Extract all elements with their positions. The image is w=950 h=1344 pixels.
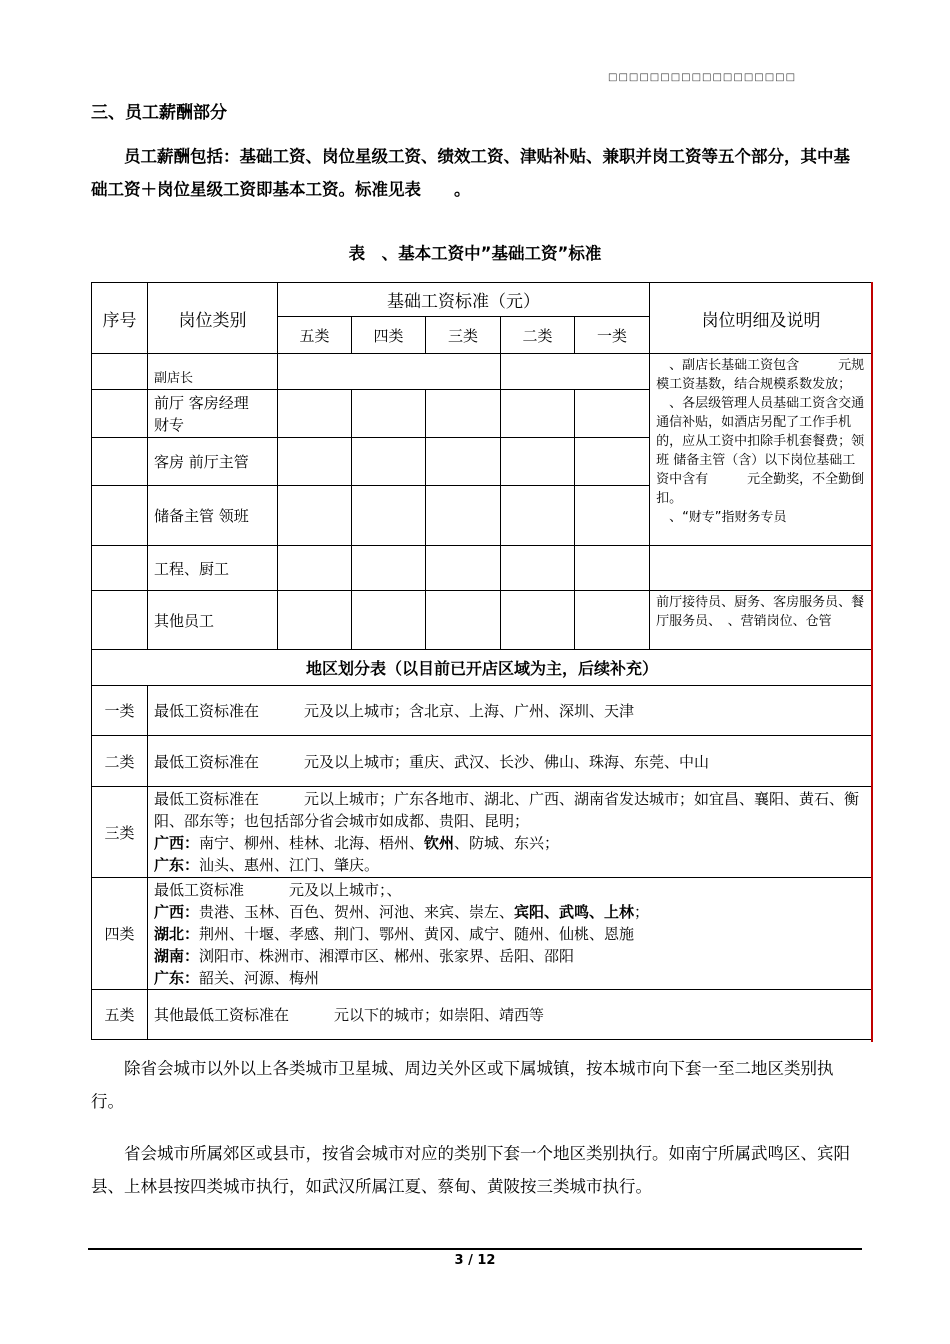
row-label: 前厅 客房经理 财专 [148,390,278,438]
note-3: 、“财专”指财务专员 [656,510,787,525]
class-4-head: 四类 [352,317,426,354]
class3-guangxi [154,832,866,854]
region-text: 最低工资标准在 元及以上城市；重庆、武汉、长沙、佛山、珠海、东莞、中山 [148,736,873,787]
class4-hubei [154,923,866,945]
head-base: 基础工资标准（元） [278,283,650,317]
region-text: 最低工资标准在 元及以上城市；含北京、上海、广州、深圳、天津 [148,686,873,736]
class3-line1: 最低工资标准在 元以上城市；广东各地市、湖北、广西、湖南省发达城市；如宜昌、襄阳、黄石、衡阳、邵东等；也包括部分省会城市如成都、贵阳、昆明； [154,790,860,830]
city-highlight: 钦州 [424,834,455,852]
row-label: 储备主管 领班 [148,486,278,546]
row-label: 工程、厨工 [148,546,278,591]
region-label: 五类 [92,990,148,1040]
province-label: 广东： [154,968,200,987]
note-2: 、各层级管理人员基础工资含交通通信补贴，如酒店另配了工作手机的，应从工资中扣除手机套餐费；领班 储备主管（含）以下岗位基础工资中含有 元全勤奖，不全勤倒扣。 [656,396,865,506]
city-list: 荆州、十堰、孝感、荆门、鄂州、黄冈、咸宁、随州、仙桃、恩施 [199,924,635,943]
section-title: 三、员工薪酬部分 [91,103,227,123]
head-seq: 序号 [92,283,148,354]
row-label: 副店长 [148,354,278,390]
city-highlight: 宾阳、武鸣、上林 [514,902,635,921]
head-detail: 岗位明细及说明 [650,283,873,354]
class-5-head: 五类 [278,317,352,354]
note-1: 、副店长基础工资包含 元规模工资基数，结合规模系数发放； [656,358,865,392]
region-text [148,878,873,990]
region-label: 二类 [92,736,148,787]
city-list: 南宁、柳州、桂林、北海、梧州、 [199,834,425,852]
region-label: 一类 [92,686,148,736]
city-list: 韶关、河源、梅州 [199,968,320,987]
row-label: 其他员工 [148,591,278,650]
margin-line [871,282,873,1042]
class-2-head: 二类 [501,317,575,354]
note-other: 前厅接待员、厨务、客房服务员、餐厅服务员、 、营销岗位、仓管 [650,591,873,650]
table-caption: 表 、基本工资中”基础工资”标准 [348,244,602,263]
region-text [148,787,873,878]
region-title: 地区划分表（以目前已开店区域为主，后续补充） [92,650,873,686]
head-category: 岗位类别 [148,283,278,354]
city-list: 汕头、惠州、江门、肇庆。 [199,856,380,874]
intro-paragraph: 员工薪酬包括：基础工资、岗位星级工资、绩效工资、津贴补贴、兼职并岗工资等五个部分，其中基础工资＋岗位星级工资即基本工资。标准见表 。 [91,147,850,199]
paragraph-after-1: 除省会城市以外以上各类城市卫星城、周边关外区或下属城镇，按本城市向下套一至二地区类别执行。 [91,1059,834,1111]
region-label: 四类 [92,878,148,990]
province-label: 广西： [154,834,200,852]
paragraph-after-2: 省会城市所属郊区或县市，按省会城市对应的类别下套一个地区类别执行。如南宁所属武鸣区、宾阳县、上林县按四类城市执行，如武汉所属江夏、蔡甸、黄陂按三类城市执行。 [91,1144,850,1196]
salary-table [91,282,873,1040]
header-note: □□□□□□□□□□□□□□□□□□ [608,72,797,83]
city-list: ； [634,902,650,921]
province-label: 湖北： [154,924,200,943]
class3-guangdong [154,854,866,876]
class4-hunan [154,945,866,967]
footer-divider [88,1248,862,1250]
row-label: 客房 前厅主管 [148,438,278,486]
city-list: 浏阳市、株洲市、湘潭市区、郴州、张家界、岳阳、邵阳 [199,946,575,965]
province-label: 广东： [154,856,200,874]
city-list: 、防城、东兴； [454,834,560,852]
page-number: 3 / 12 [454,1253,496,1268]
region-text: 其他最低工资标准在 元以下的城市；如崇阳、靖西等 [148,990,873,1040]
city-list: 贵港、玉林、百色、贺州、河池、来宾、崇左、 [199,902,515,921]
class-3-head: 三类 [426,317,501,354]
province-label: 湖南： [154,946,200,965]
class-1-head: 一类 [575,317,650,354]
class4-guangxi [154,901,866,923]
class4-guangdong [154,967,866,989]
class4-line1: 最低工资标准 元及以上城市；、 [154,880,402,899]
notes-cell [650,354,873,546]
region-label: 三类 [92,787,148,878]
province-label: 广西： [154,902,200,921]
